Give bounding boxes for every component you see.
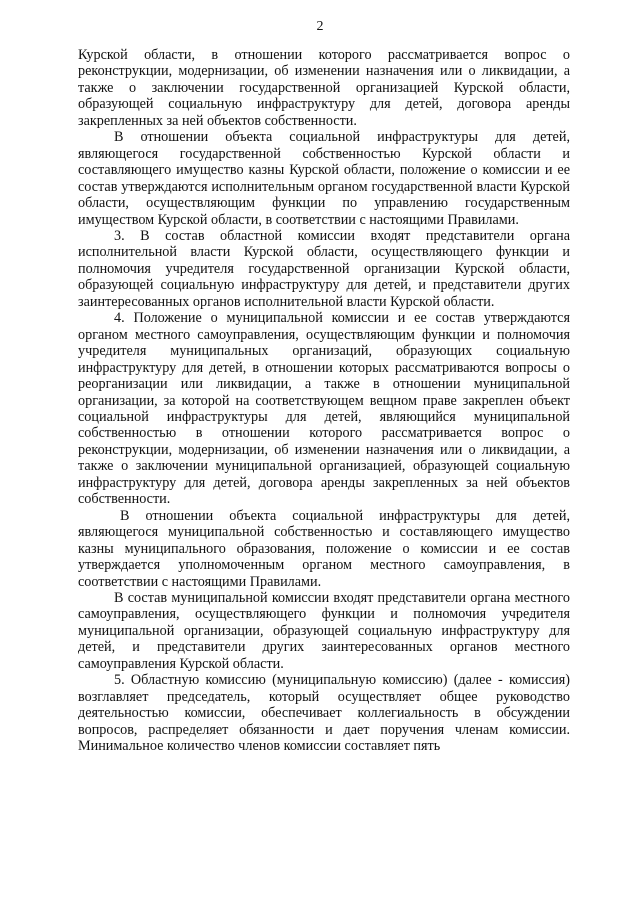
- paragraph-continuation: Курской области, в отношении которого рассматривается вопрос о реконструкции, модернизации, об изменении назначения или о ликвидации, а также о заключении государственной организацией Курской области, образующей социальную инфраструктуру для детей, договора аренды закрепленных за ней объектов собственности.: [78, 47, 570, 129]
- paragraph-item-5: 5. Областную комиссию (муниципальную комиссию) (далее - комиссия) возглавляет председатель, который осуществляет общее руководство деятельностью комиссии, обеспечивает коллегиальность в обсуждении вопросов, распределяет обязанности и дает поручения членам комиссии. Минимальное количество членов комиссии составляет пять: [78, 672, 570, 755]
- paragraph-regional-property: В отношении объекта социальной инфраструктуры для детей, являющегося государственной собственностью Курской области и составляющего имущество казны Курской области, положение о комиссии и ее состав утверждаются исполнительным органом государственной власти Курской области, осуществляющим функции по управлению государственным имуществом Курской области, в соответствии с настоящими Правилами.: [78, 129, 570, 228]
- paragraph-municipal-property: В отношении объекта социальной инфраструктуры для детей, являющегося муниципальной собственностью и составляющего имущество казны муниципального образования, положение о комиссии и ее состав утверждается уполномоченным органом местного самоуправления, в соответствии с настоящими Правилами.: [78, 507, 570, 590]
- document-body: [78, 47, 570, 754]
- paragraph-municipal-commission-members: В состав муниципальной комиссии входят представители органа местного самоуправления, осуществляющего функции и полномочия учредителя муниципальной организации, образующей социальную инфраструктуру для детей, и представители других заинтересованных органов местного самоуправления Курской области.: [78, 589, 570, 672]
- page-number: 2: [316, 19, 324, 34]
- paragraph-item-3: 3. В состав областной комиссии входят представители органа исполнительной власти Курской области, осуществляющего функции и полномочия учредителя государственной организации Курской области, образующей социальную инфраструктуру для детей, и представители других заинтересованных органов исполнительной власти Курской области.: [78, 227, 570, 310]
- paragraph-item-4: 4. Положение о муниципальной комиссии и ее состав утверждаются органом местного самоуправления, осуществляющим функции и полномочия учредителя муниципальных организаций, образующих социальную инфраструктуру для детей, в отношении которых рассматриваются вопросы о реорганизации или ликвидации, а также в отношении муниципальной организации, за которой на соответствующем вещном праве закреплен объект социальной инфраструктуры для детей, являющийся муниципальной собственностью в отношении которого рассматривается вопрос о реконструкции, модернизации, об изменении назначения или о ликвидации, а также о заключении муниципальной организацией, образующей социальную инфраструктуру для детей, договора аренды закрепленных за ней объектов собственности.: [78, 310, 570, 508]
